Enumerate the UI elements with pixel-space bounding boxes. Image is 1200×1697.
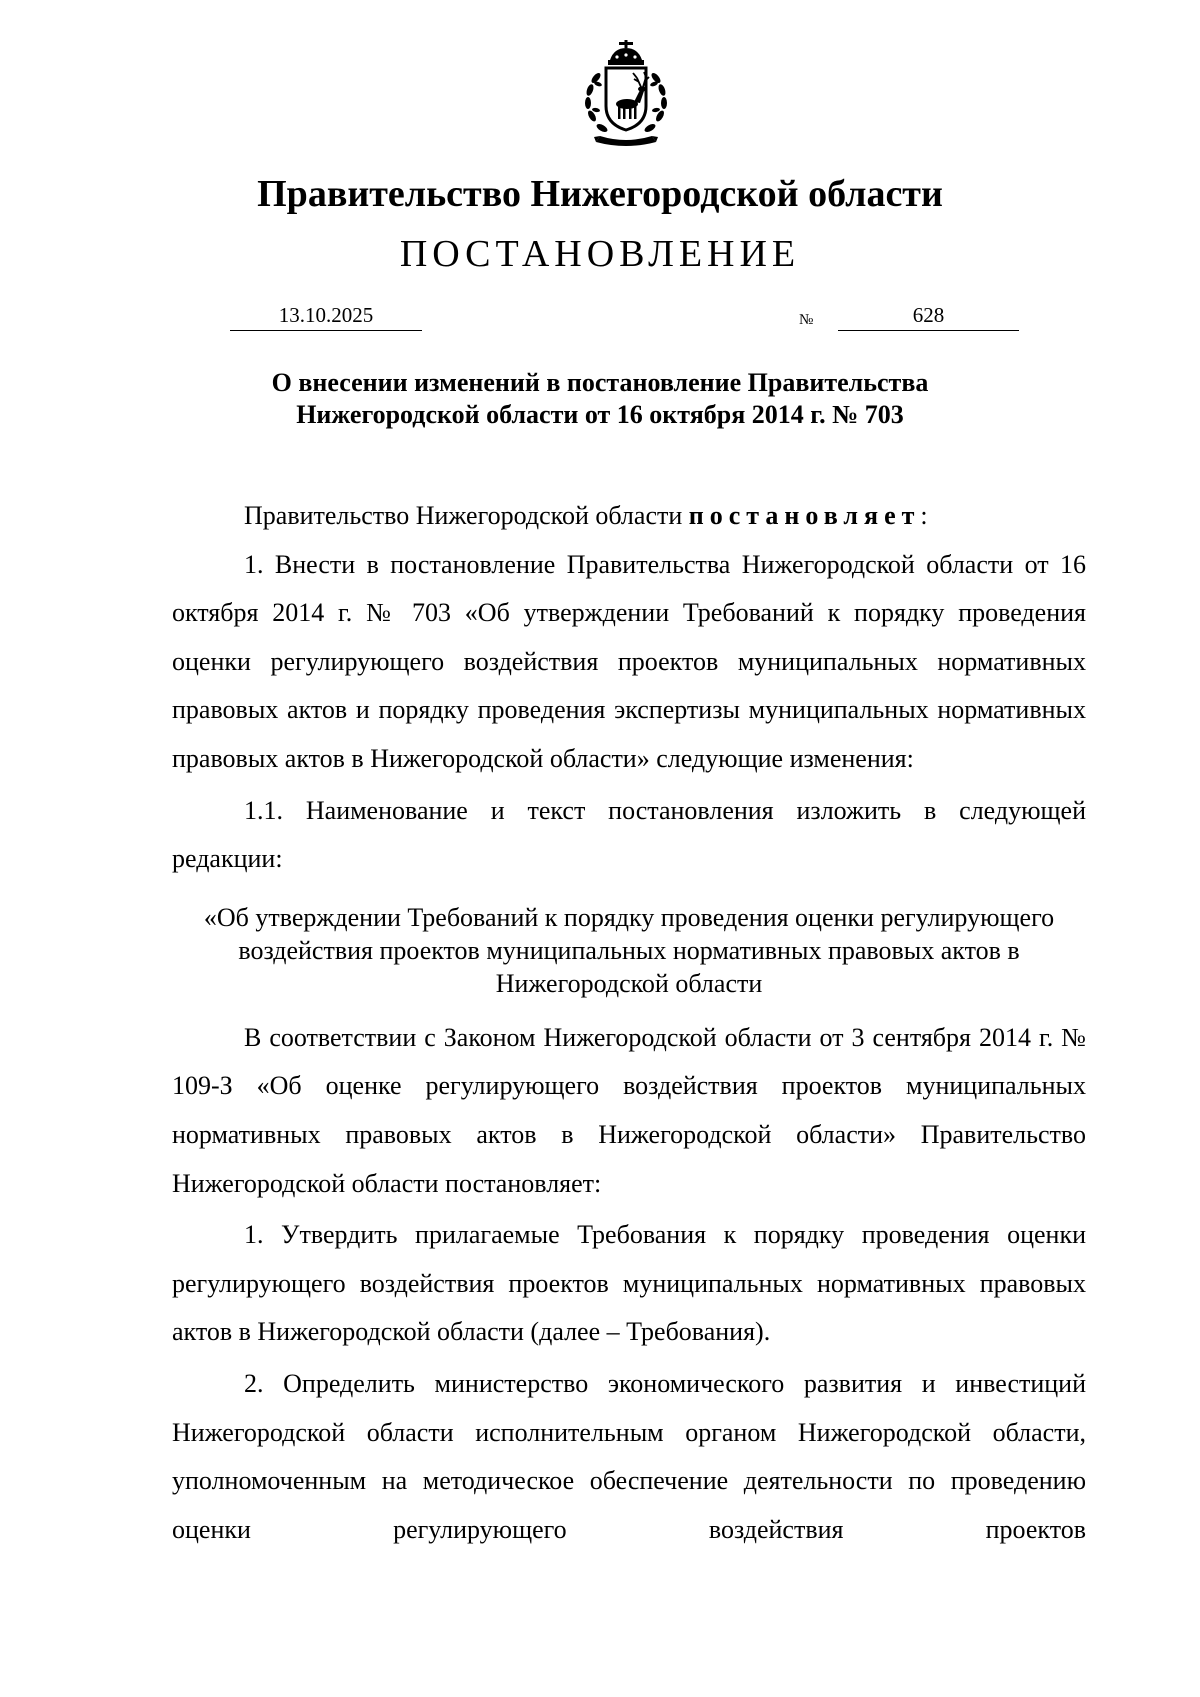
document-title — [220, 367, 980, 431]
document-number: 628 — [838, 302, 1019, 331]
quoted-title: «Об утверждении Требований к порядку проведения оценки регулирующего воздействия проектов муниципальных нормативных правовых актов в Нижегородской области — [203, 902, 1055, 998]
paragraph-item-2: 2. Определить министерство экономического развития и инвестиций Нижегородской области исполнительным органом Нижегородской области, уполномоченным на методическое обеспечение деятельности по проведению оценки регулирующего воздействия проектов — [172, 1368, 1086, 1544]
paragraph-item-1: 1. Утвердить прилагаемые Требования к порядку проведения оценки регулирующего воздействия проектов муниципальных нормативных правовых актов в Нижегородской области (далее – Требования). — [172, 1220, 1086, 1347]
intro-verb: постановляет — [688, 501, 921, 530]
document-type: ПОСТАНОВЛЕНИЕ — [399, 233, 801, 275]
document-date: 13.10.2025 — [230, 302, 422, 331]
intro-suffix: : — [920, 501, 928, 530]
number-label: № — [799, 312, 814, 328]
paragraph-preamble: В соответствии с Законом Нижегородской области от 3 сентября 2014 г. № 109-З «Об оценке регулирующего воздействия проектов муниципальных нормативных правовых актов в Нижегородской области» Правительство Нижегородской области постановляет: — [172, 1022, 1086, 1198]
title-line-2: Нижегородской области от 16 октября 2014 г. № 703 — [296, 400, 904, 429]
intro-paragraph — [172, 492, 1086, 541]
document-body — [172, 492, 1086, 1554]
paragraph-1: 1. Внести в постановление Правительства Нижегородской области от 16 октября 2014 г. № 703 «Об утверждении Требований к порядку проведения оценки регулирующего воздействия проектов муниципальных нормативных правовых актов и порядку проведения экспертизы муниципальных нормативных правовых актов в Нижегородской области» следующие изменения: — [172, 549, 1086, 773]
organization-name: Правительство Нижегородской области — [257, 173, 943, 215]
coat-of-arms-icon — [570, 40, 682, 148]
intro-prefix: Правительство Нижегородской области — [244, 501, 689, 530]
paragraph-1-1: 1.1. Наименование и текст постановления изложить в следующей редакции: — [172, 795, 1086, 874]
title-line-1: О внесении изменений в постановление Правительства — [271, 368, 929, 397]
